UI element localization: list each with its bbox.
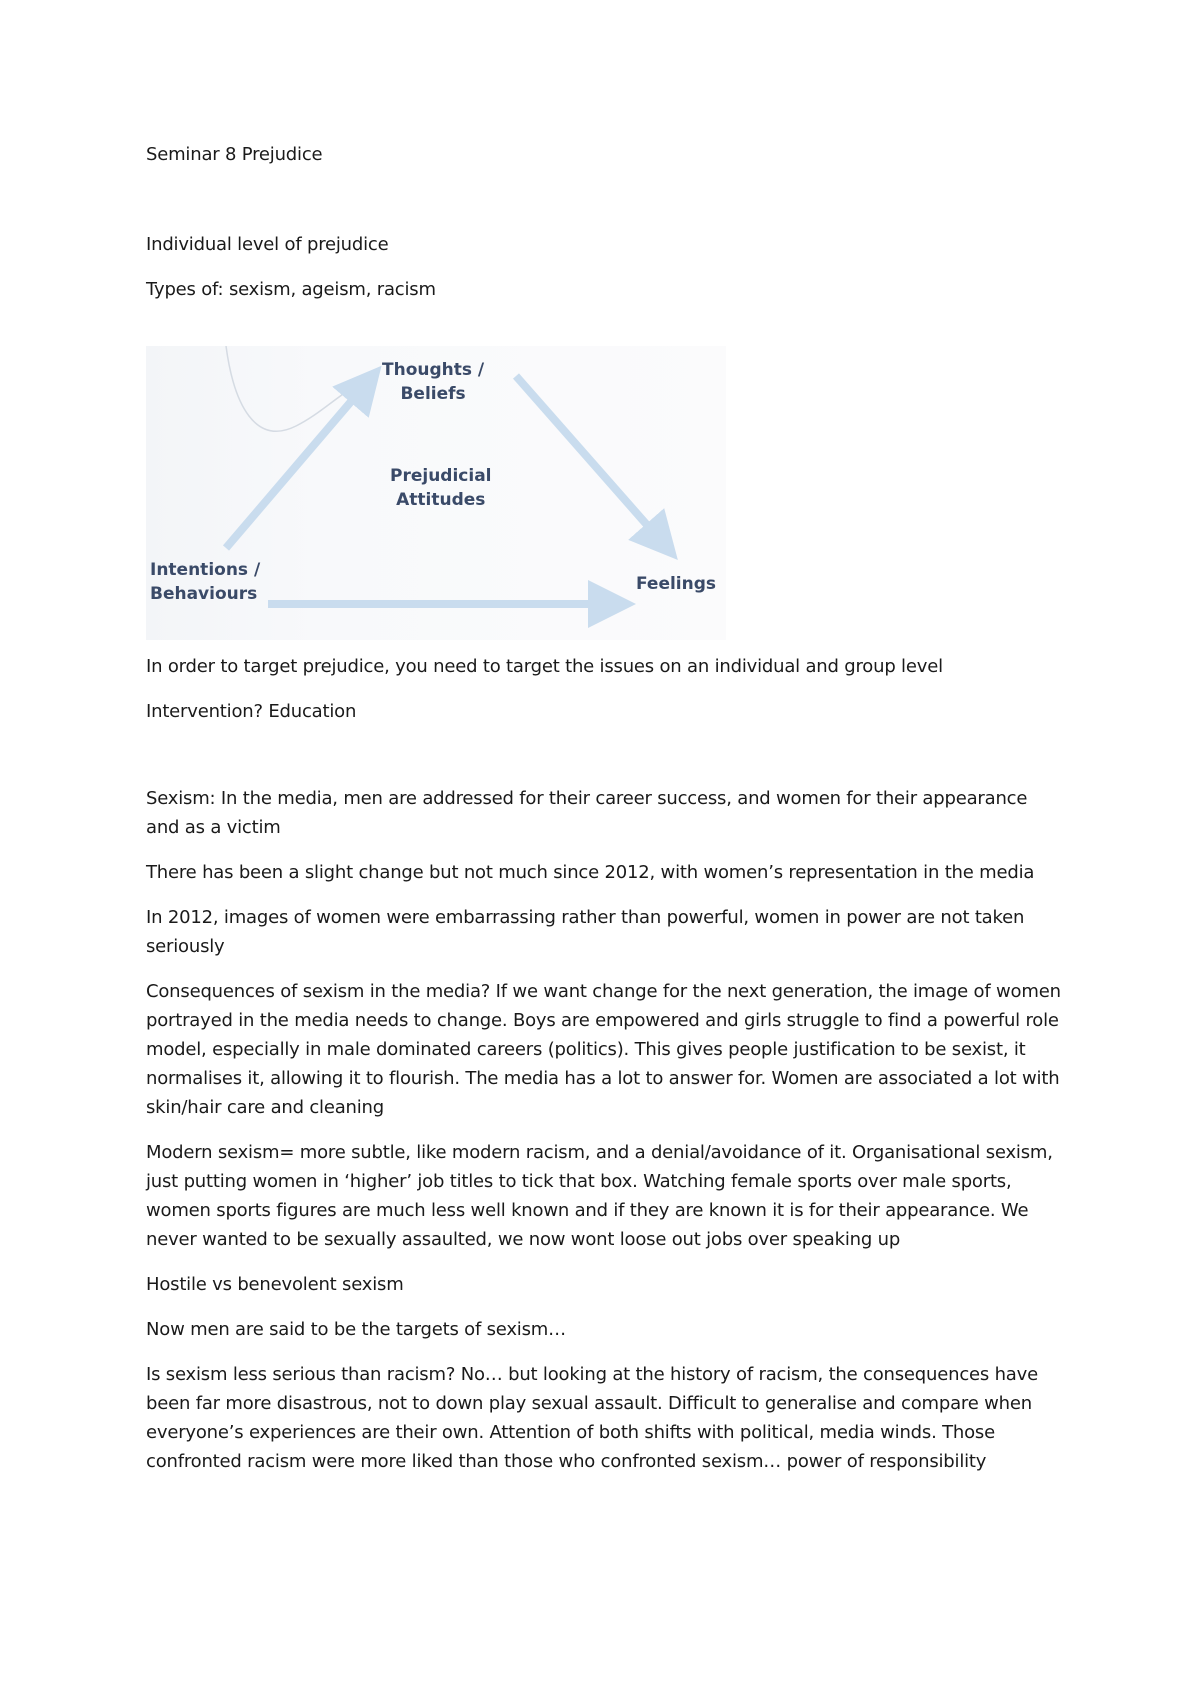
decorative-curve	[226, 346, 374, 431]
paragraph-slight-change: There has been a slight change but not much since 2012, with women’s representation in the media	[146, 862, 1035, 883]
paragraph-hostile-benevolent: Hostile vs benevolent sexism	[146, 1274, 404, 1295]
node-thoughts-line1: Thoughts /	[382, 360, 485, 380]
paragraph-intervention: Intervention? Education	[146, 701, 357, 722]
prejudice-triangle-diagram	[146, 346, 726, 640]
paragraph-men-targets: Now men are said to be the targets of sexism…	[146, 1319, 566, 1340]
center-line2: Attitudes	[396, 490, 486, 510]
node-thoughts-beliefs	[382, 358, 484, 406]
document-page	[146, 140, 1066, 1476]
paragraph-target-prejudice: In order to target prejudice, you need to target the issues on an individual and group level	[146, 656, 943, 677]
arrow-thoughts-to-feelings	[516, 376, 662, 542]
node-intentions-behaviours	[150, 558, 260, 606]
center-line1: Prejudicial	[390, 466, 492, 486]
paragraph-sexism-vs-racism: Is sexism less serious than racism? No… but looking at the history of racism, the consequences have been far more disastrous, not to down play sexual assault. Difficult to generalise and compare when everyone’s experiences are their own. Attention of both shifts with political, media winds. Those confronted racism were more liked than those who confronted sexism… power of responsibility	[146, 1364, 1038, 1472]
paragraph-consequences: Consequences of sexism in the media? If we want change for the next generation, the image of women portrayed in the media needs to change. Boys are empowered and girls struggle to find a powerful role model, especially in male dominated careers (politics). This gives people justification to be sexist, it normalises it, allowing it to flourish. The media has a lot to answer for. Women are associated a lot with skin/hair care and cleaning	[146, 981, 1061, 1118]
node-intentions-line1: Intentions /	[150, 560, 261, 580]
paragraph-2012-images: In 2012, images of women were embarrassing rather than powerful, women in power are not taken seriously	[146, 907, 1025, 957]
center-prejudicial-attitudes	[390, 464, 492, 512]
paragraph-sexism-media: Sexism: In the media, men are addressed for their career success, and women for their appearance and as a victim	[146, 788, 1028, 838]
node-feelings: Feelings	[636, 574, 717, 594]
types-line: Types of: sexism, ageism, racism	[146, 279, 436, 300]
arrow-behaviours-to-thoughts	[226, 384, 366, 548]
document-title: Seminar 8 Prejudice	[146, 144, 323, 165]
node-thoughts-line2: Beliefs	[400, 384, 466, 404]
paragraph-modern-sexism: Modern sexism= more subtle, like modern racism, and a denial/avoidance of it. Organisational sexism, just putting women in ‘higher’ job titles to tick that box. Watching female sports over male sports, women sports figures are much less well known and if they are known it is for their appearance. We never wanted to be sexually assaulted, we now wont loose out jobs over speaking up	[146, 1142, 1053, 1250]
node-intentions-line2: Behaviours	[150, 584, 258, 604]
section-heading: Individual level of prejudice	[146, 234, 389, 255]
